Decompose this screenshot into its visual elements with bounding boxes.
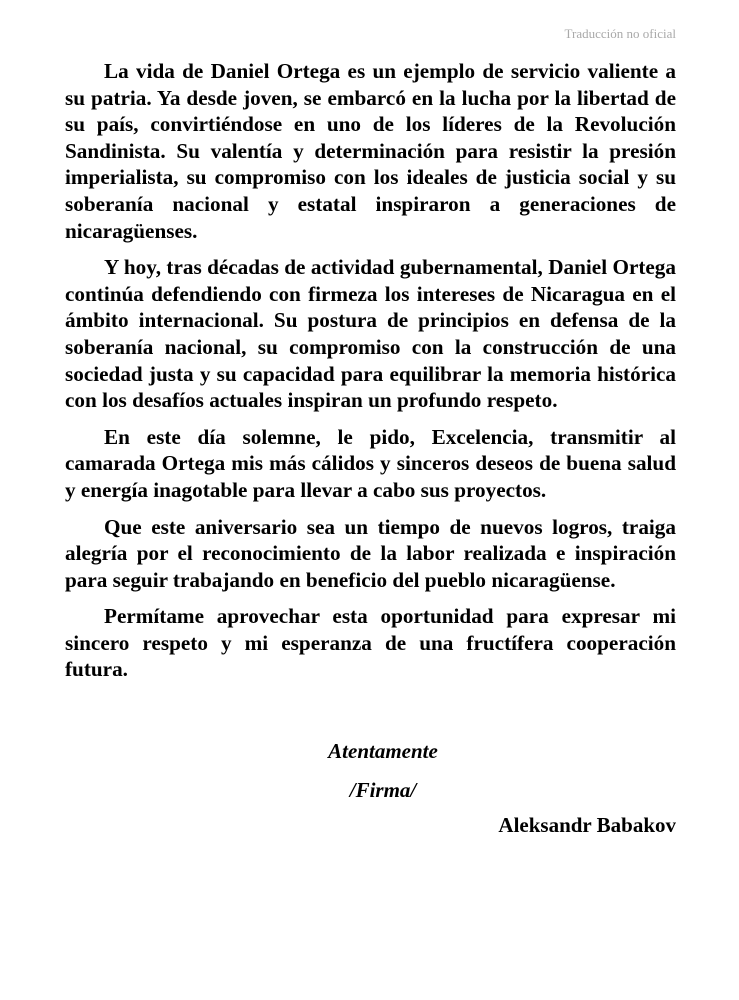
paragraph-1: La vida de Daniel Ortega es un ejemplo de servicio valiente a su patria. Ya desde joven, se embarcó en la lucha por la libertad de su país, convirtiéndose en uno de los líderes de la Revolución Sandinista. Su valentía y determinación para resistir la presión imperialista, su compromiso con los ideales de justicia social y su soberanía nacional y estatal inspiraron a generaciones de nicaragüenses. [65, 59, 676, 243]
salutation: Atentamente [328, 739, 438, 763]
paragraph-2: Y hoy, tras décadas de actividad gubernamental, Daniel Ortega continúa defendiendo con firmeza los intereses de Nicaragua en el ámbito internacional. Su postura de principios en defensa de la soberanía nacional, su compromiso con la construcción de una sociedad justa y su capacidad para equilibrar la memoria histórica con los desafíos actuales inspiran un profundo respeto. [65, 255, 676, 413]
letter-body [65, 58, 676, 693]
signature-placeholder: /Firma/ [349, 778, 417, 802]
signer-name: Aleksandr Babakov [498, 813, 676, 837]
paragraph-4: Que este aniversario sea un tiempo de nuevos logros, traiga alegría por el reconocimiento de la labor realizada e inspiración para seguir trabajando en beneficio del pueblo nicaragüense. [65, 514, 676, 592]
paragraph-5: Permítame aprovechar esta oportunidad para expresar mi sincero respeto y mi esperanza de una fructífera cooperación futura. [65, 604, 676, 682]
translation-note: Traducción no oficial [564, 26, 676, 41]
paragraph-3: En este día solemne, le pido, Excelencia, transmitir al camarada Ortega mis más cálidos y sinceros deseos de buena salud y energía inagotable para llevar a cabo sus proyectos. [65, 424, 676, 502]
letter-closing [65, 737, 676, 815]
